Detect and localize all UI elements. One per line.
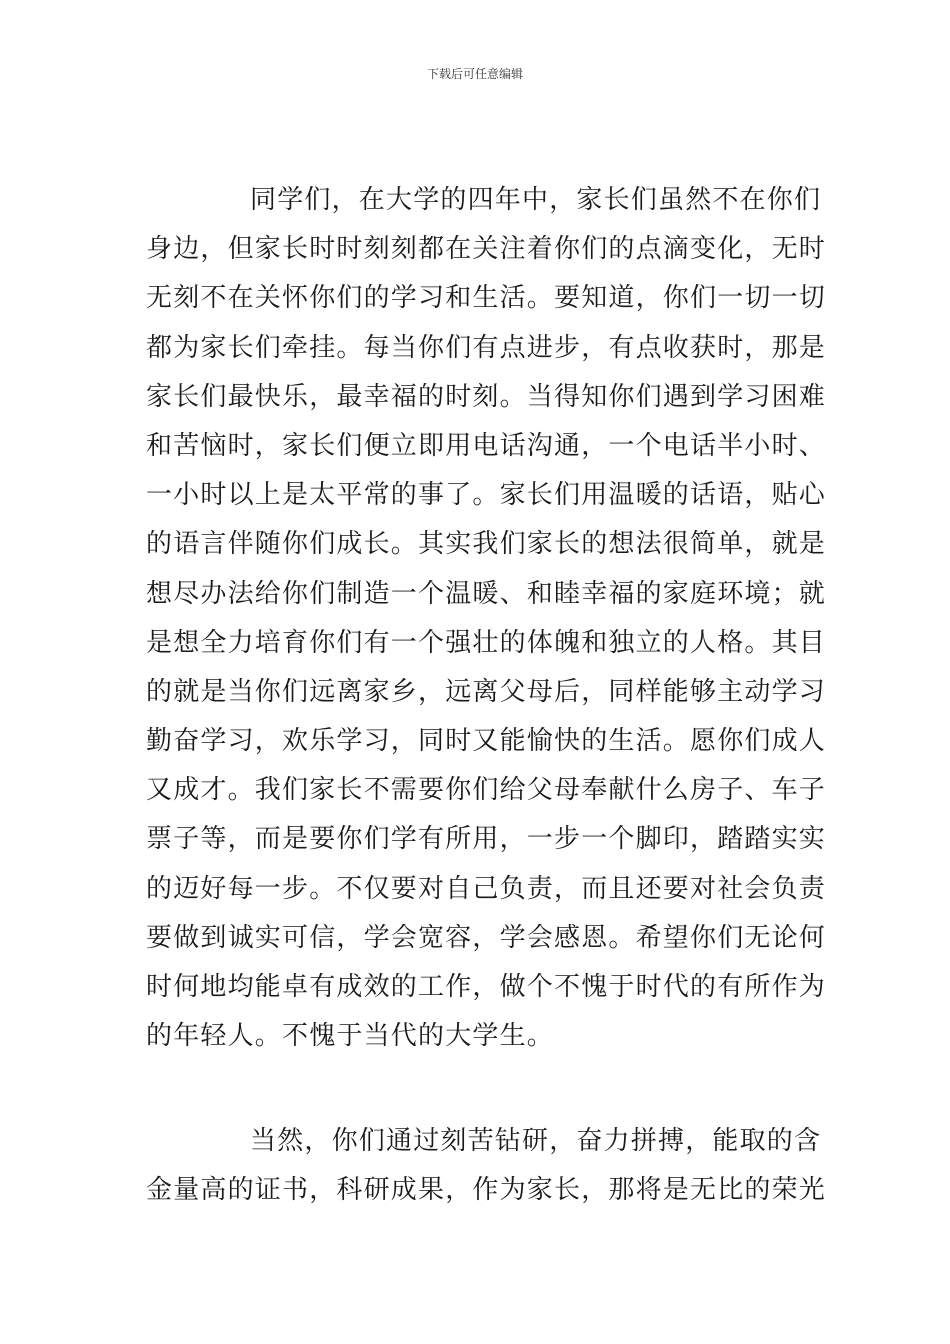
paragraph-line: 又成才。我们家长不需要你们给父母奉献什么房子、车子	[146, 775, 827, 806]
paragraph-line: 的就是当你们远离家乡，远离父母后，同样能够主动学习	[146, 676, 827, 707]
paragraph-line: 的语言伴随你们成长。其实我们家长的想法很简单，就是	[146, 529, 827, 560]
paragraph-line: 金量高的证书，科研成果，作为家长，那将是无比的荣光	[146, 1175, 827, 1206]
paragraph-line: 同学们，在大学的四年中，家长们虽然不在你们	[250, 185, 822, 215]
header-note: 下载后可任意编辑	[426, 67, 523, 81]
paragraph-line: 都为家长们牵挂。每当你们有点进步，有点收获时，那是	[146, 332, 827, 363]
paragraph-line: 和苦恼时，家长们便立即用电话沟通，一个电话半小时、	[146, 430, 827, 461]
paragraph-line: 的迈好每一步。不仅要对自己负责，而且还要对社会负责	[146, 873, 827, 904]
paragraph-line: 一小时以上是太平常的事了。家长们用温暖的话语，贴心	[146, 480, 827, 511]
paragraph-line: 的年轻人。不愧于当代的大学生。	[146, 1021, 555, 1052]
body-paragraph-1	[146, 176, 827, 1061]
paragraph-line: 勤奋学习，欢乐学习，同时又能愉快的生活。愿你们成人	[146, 726, 827, 757]
paragraph-line: 票子等，而是要你们学有所用，一步一个脚印，踏踏实实	[146, 824, 827, 855]
paragraph-line: 要做到诚实可信，学会宽容，学会感恩。希望你们无论何	[146, 922, 827, 953]
paragraph-line: 是想全力培育你们有一个强壮的体魄和独立的人格。其目	[146, 627, 827, 658]
paragraph-line: 家长们最快乐，最幸福的时刻。当得知你们遇到学习困难	[146, 381, 827, 412]
paragraph-line: 想尽办法给你们制造一个温暖、和睦幸福的家庭环境；就	[146, 578, 827, 609]
paragraph-line: 无刻不在关怀你们的学习和生活。要知道，你们一切一切	[146, 283, 827, 314]
paragraph-line: 时何地均能卓有成效的工作，做个不愧于时代的有所作为	[146, 972, 827, 1002]
body-paragraph-2	[146, 1117, 827, 1215]
paragraph-line: 身边，但家长时时刻刻都在关注着你们的点滴变化，无时	[146, 234, 827, 265]
paragraph-line: 当然，你们通过刻苦钻研，奋力拼搏，能取的含	[250, 1126, 822, 1156]
